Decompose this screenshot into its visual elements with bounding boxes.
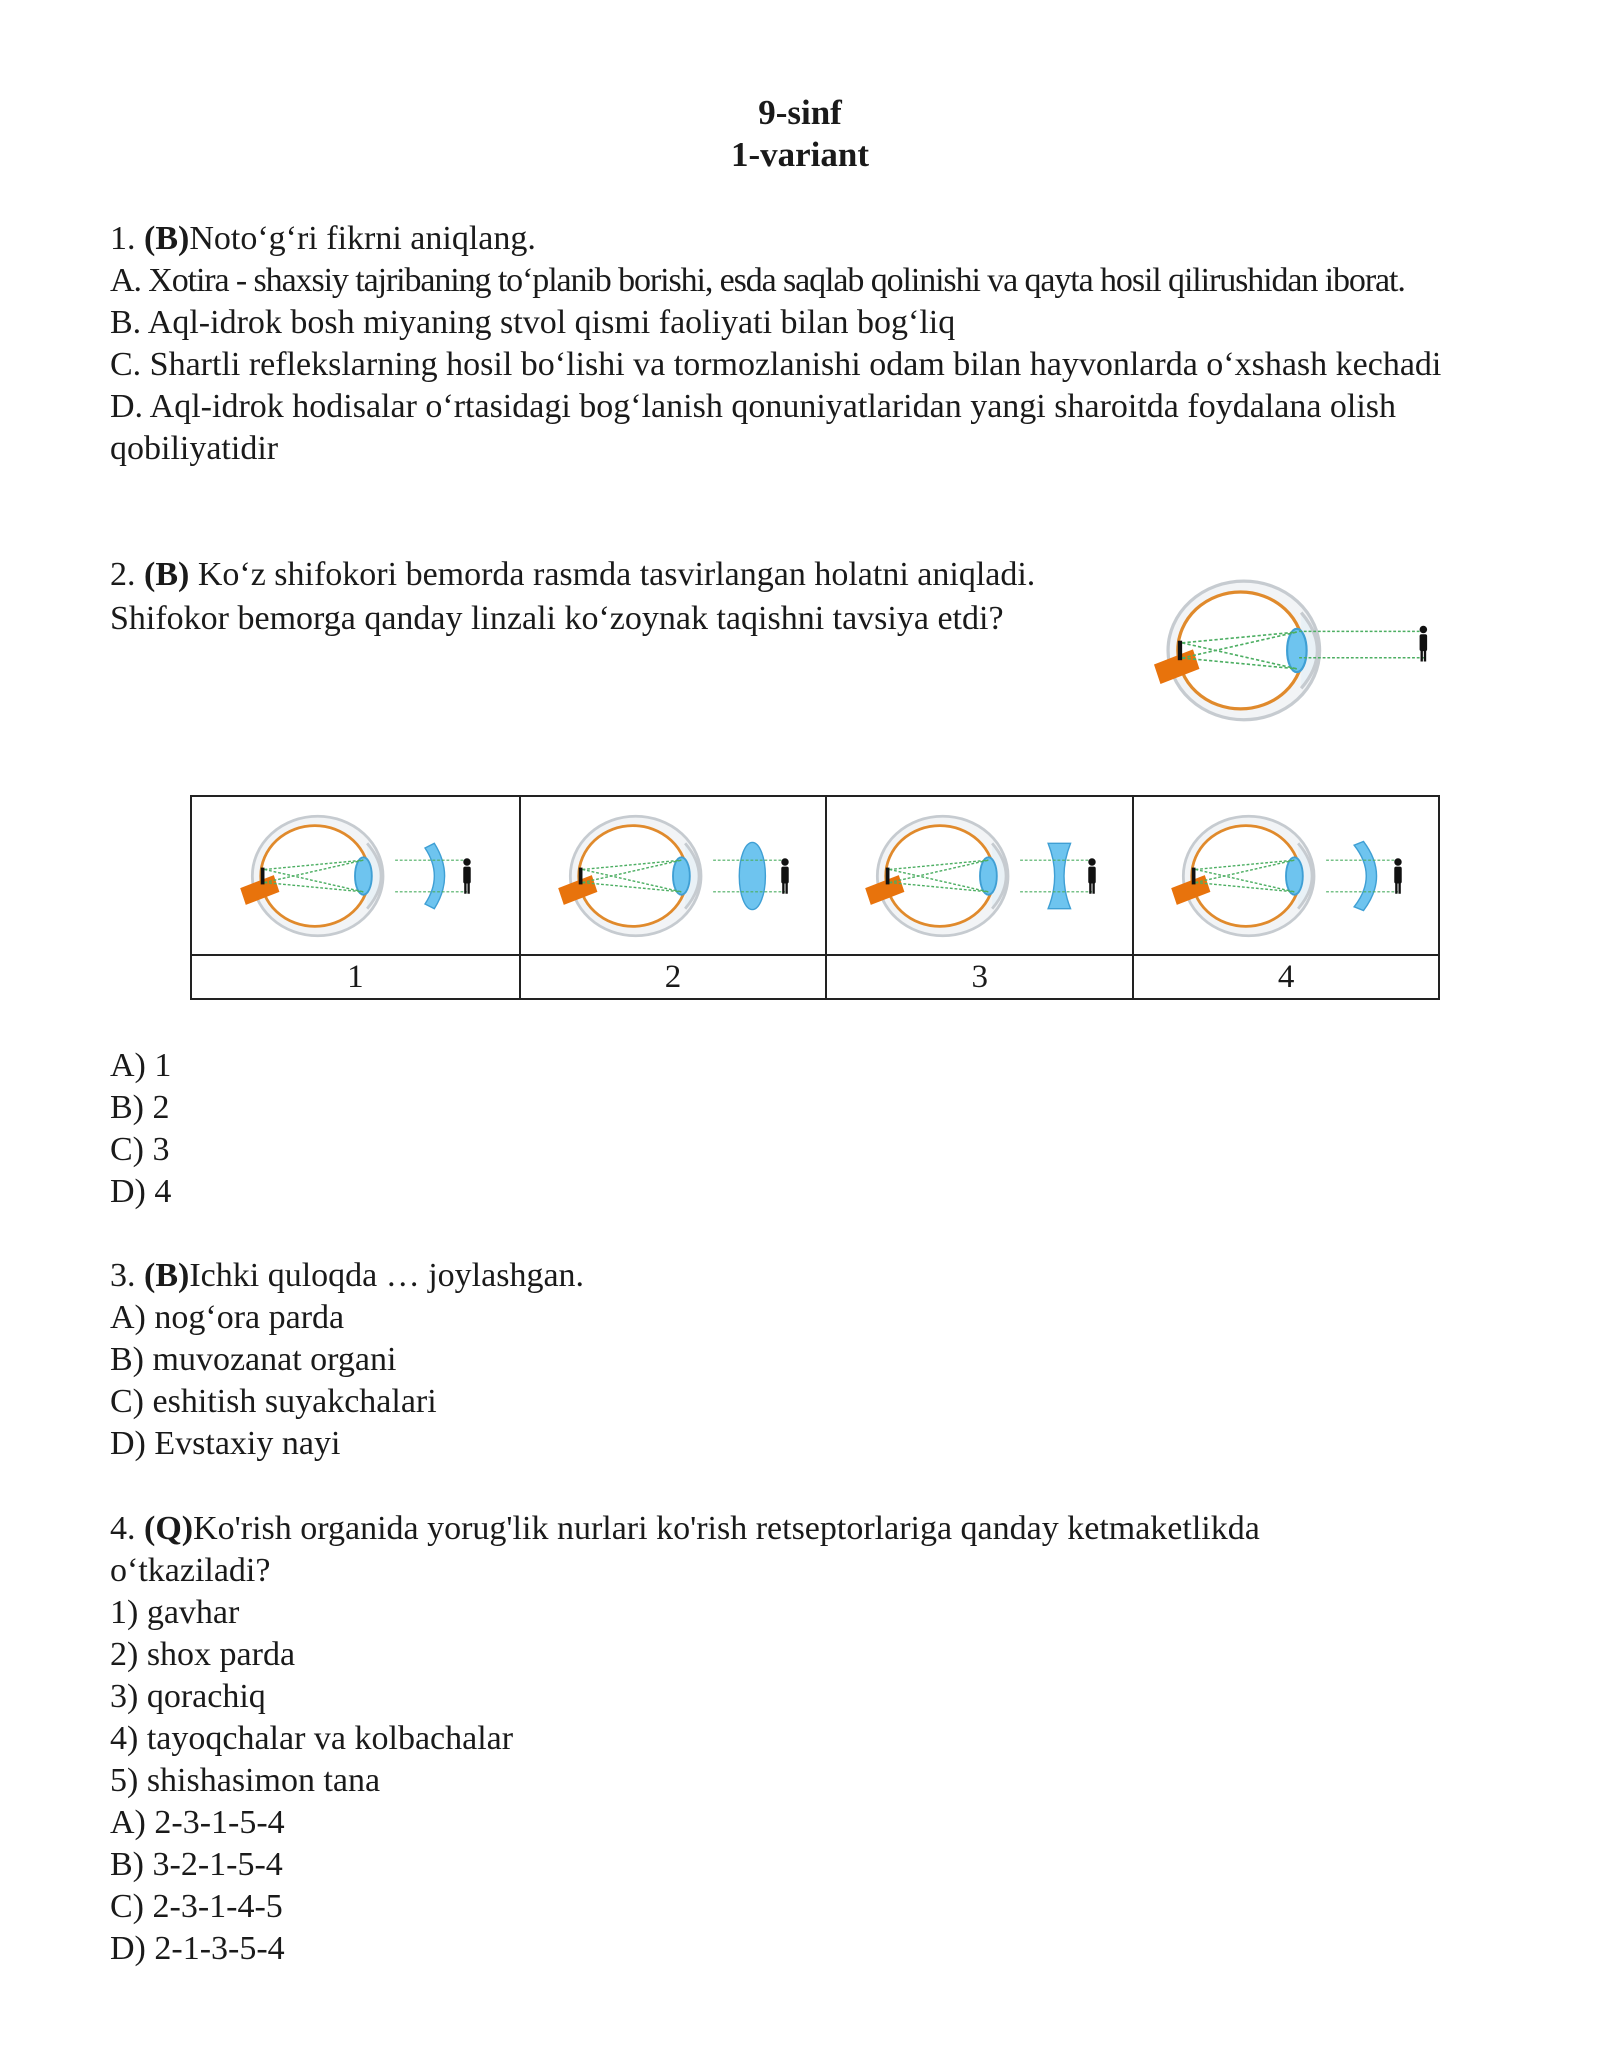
question-4 (110, 1508, 1510, 1970)
person-silhouette-icon (781, 858, 788, 893)
question-4-item-1: 1) gavhar (110, 1594, 240, 1631)
lens-options-table (190, 795, 1440, 1000)
concave-lens-icon (425, 843, 445, 908)
question-2-number: 2. (110, 556, 136, 593)
lens-option-3-picture (826, 796, 1133, 955)
question-1-tag: (B) (144, 220, 190, 257)
eye-diagram-icon (1125, 545, 1445, 730)
question-4-option-a: A) 2-3-1-5-4 (110, 1804, 285, 1841)
question-4-tag: (Q) (144, 1510, 194, 1547)
question-4-item-2: 2) shox parda (110, 1636, 296, 1673)
question-3 (110, 1255, 1510, 1465)
convex-lens-icon (739, 842, 765, 909)
person-silhouette-icon (1088, 858, 1095, 893)
question-1-stem (110, 218, 1510, 260)
question-4-item-4: 4) tayoqchalar va kolbachalar (110, 1720, 514, 1757)
question-2-tag: (B) (144, 556, 190, 593)
question-1-text: Noto‘g‘ri fikrni aniqlang. (189, 220, 536, 257)
question-4-number: 4. (110, 1510, 136, 1547)
question-2-stem (110, 553, 1040, 641)
question-1-option-a: A. Xotira - shaxsiy tajribaning to‘planib borishi, esda saqlab qolinishi va qayta hosil qilirushidan iborat. (110, 262, 1405, 299)
question-1-option-b: B. Aql-idrok bosh miyaning stvol qismi faoliyati bilan bog‘liq (110, 304, 956, 341)
concave-lens-icon (1354, 841, 1376, 910)
question-2-option-c: C) 3 (110, 1131, 170, 1168)
question-4-item-5: 5) shishasimon tana (110, 1762, 381, 1799)
question-4-option-c: C) 2-3-1-4-5 (110, 1888, 283, 1925)
variant-title: 1-variant (730, 135, 870, 174)
question-1-option-c: C. Shartli reflekslarning hosil bo‘lishi va tormozlanishi odam bilan hayvonlarda o‘xshash kechadi (110, 346, 1442, 383)
question-2-option-d: D) 4 (110, 1173, 172, 1210)
question-3-number: 3. (110, 1257, 136, 1294)
question-4-option-b: B) 3-2-1-5-4 (110, 1846, 283, 1883)
question-3-text: Ichki quloqda … joylashgan. (189, 1257, 585, 1294)
question-4-option-d: D) 2-1-3-5-4 (110, 1930, 285, 1967)
lens-option-2-label: 2 (520, 955, 827, 999)
lens-option-2-picture (520, 796, 827, 955)
person-silhouette-icon (1420, 626, 1428, 662)
question-3-option-a: A) nog‘ora parda (110, 1299, 345, 1336)
concave-lens-icon (1048, 843, 1070, 908)
question-4-item-3: 3) qorachiq (110, 1678, 266, 1715)
grade-title: 9-sinf (758, 93, 842, 132)
lens-option-3-label: 3 (826, 955, 1133, 999)
question-2-text: Ko‘z shifokori bemorda rasmda tasvirlangan holatni aniqladi. Shifokor bemorga qanday linzali ko‘zoynak taqishni tavsiya etdi? (110, 556, 1036, 637)
question-4-text: Ko'rish organida yorug'lik nurlari ko'rish retseptorlariga qanday ketmaketlikda o‘tkaziladi? (110, 1510, 1260, 1589)
question-1-option-d: D. Aql-idrok hodisalar o‘rtasidagi bog‘lanish qonuniyatlaridan yangi sharoitda foydalana olish qobiliyatidir (110, 388, 1397, 467)
person-silhouette-icon (1394, 858, 1401, 893)
question-3-stem (110, 1255, 1510, 1297)
lens-option-4-label: 4 (1133, 955, 1439, 999)
question-2-options (110, 1045, 1510, 1213)
question-1 (110, 218, 1510, 470)
question-1-number: 1. (110, 220, 136, 257)
lens-option-1-picture (191, 796, 520, 955)
question-3-option-d: D) Evstaxiy nayi (110, 1425, 341, 1462)
person-silhouette-icon (464, 858, 471, 893)
question-3-option-b: B) muvozanat organi (110, 1341, 397, 1378)
question-2-option-b: B) 2 (110, 1089, 170, 1126)
question-4-stem (110, 1508, 1390, 1592)
question-3-option-c: C) eshitish suyakchalari (110, 1383, 437, 1420)
lens-option-4-picture (1133, 796, 1439, 955)
lens-option-1-label: 1 (191, 955, 520, 999)
question-3-tag: (B) (144, 1257, 190, 1294)
question-2-option-a: A) 1 (110, 1047, 172, 1084)
